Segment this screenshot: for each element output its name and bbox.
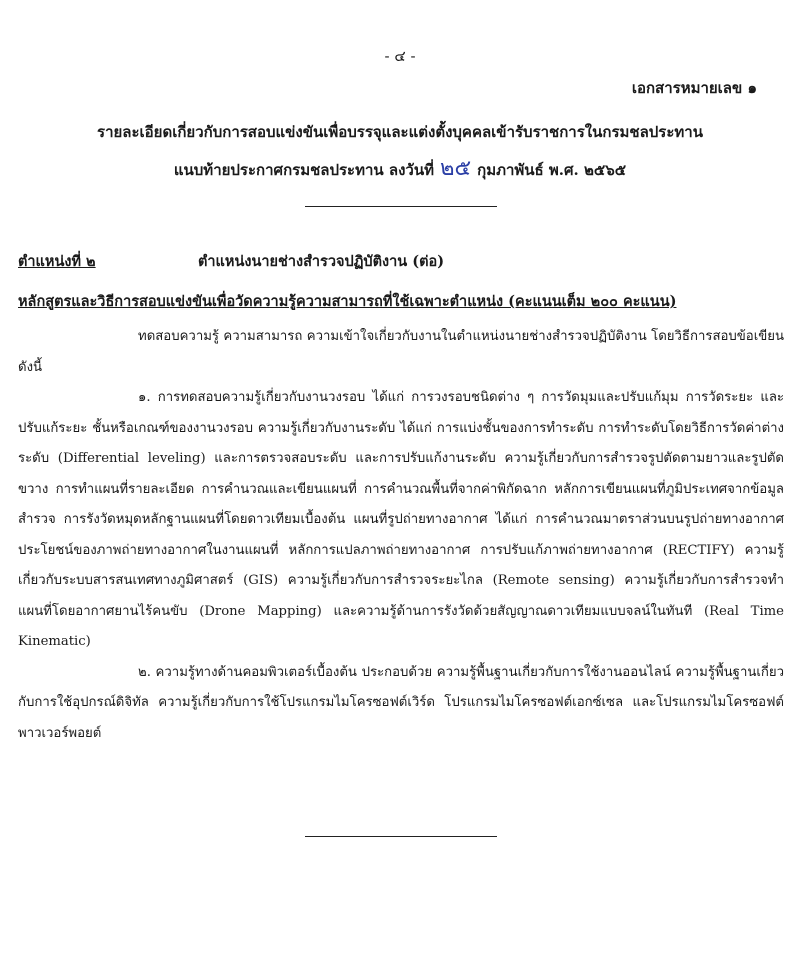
handwritten-day: ๒๕ [439, 156, 472, 181]
section-heading: หลักสูตรและวิธีการสอบแข่งขันเพื่อวัดความรู้ความสามารถที่ใช้เฉพาะตำแหน่ง (คะแนนเต็ม ๒๐๐ คะแนน) [18, 293, 677, 310]
divider-bottom [305, 836, 497, 837]
document-number: เอกสารหมายเลข ๑ [631, 79, 757, 97]
divider-top [305, 206, 497, 207]
intro-paragraph: ทดสอบความรู้ ความสามารถ ความเข้าใจเกี่ยวกับงานในตำแหน่งนายช่างสำรวจปฏิบัติงาน โดยวิธีการสอบข้อเขียน ดังนี้ [18, 329, 784, 375]
title-prefix: แนบท้ายประกาศกรมชลประทาน ลงวันที่ [173, 161, 434, 179]
item-1-paragraph: ๑. การทดสอบความรู้เกี่ยวกับงานวงรอบ ได้แก่ การวงรอบชนิดต่าง ๆ การวัดมุมและปรับแก้มุม การวัดระยะ และปรับแก้ระยะ ชั้นหรือเกณฑ์ของงานวงรอบ ความรู้เกี่ยวกับงานระดับ ได้แก่ การแบ่งชั้นของการทำระดับ การทำระดับโดยวิธีการวัดค่าต่างระดับ (Differential leveling) และการตรวจสอบระดับ และการปรับแก้งานระดับ ความรู้เกี่ยวกับการสำรวจรูปตัดตามยาวและรูปตัดขวาง การทำแผนที่รายละเอียด การคำนวณและเขียนแผนที่ การคำนวณพื้นที่จากค่าพิกัดฉาก หลักการเขียนแผนที่ภูมิประเทศจากข้อมูลสำรวจ การรังวัดหมุดหลักฐานแผนที่โดยดาวเทียมเบื้องต้น แผนที่รูปถ่ายทางอากาศ ได้แก่ การคำนวณมาตราส่วนบนรูปถ่ายทางอากาศ ประโยชน์ของภาพถ่ายทางอากาศในงานแผนที่ หลักการแปลภาพถ่ายทางอากาศ การปรับแก้ภาพถ่ายทางอากาศ (RECTIFY) ความรู้เกี่ยวกับระบบสารสนเทศทางภูมิศาสตร์ (GIS) ความรู้เกี่ยวกับการสำรวจระยะไกล (Remote sensing) ความรู้เกี่ยวกับการสำรวจทำแผนที่โดยอากาศยานไร้คนขับ (Drone Mapping) และความรู้ด้านการรังวัดด้วยสัญญาณดาวเทียมแบบจลน์ในทันที (Real Time Kinematic) [18, 390, 784, 649]
page-number: - ๔ - [384, 47, 416, 65]
document-title-line-1: รายละเอียดเกี่ยวกับการสอบแข่งขันเพื่อบรรจุและแต่งตั้งบุคคลเข้ารับราชการในกรมชลประทาน [97, 123, 703, 141]
document-title-line-2 [0, 150, 800, 185]
position-label: ตำแหน่งที่ ๒ [18, 253, 96, 270]
title-suffix: กุมภาพันธ์ พ.ศ. ๒๕๖๕ [477, 161, 627, 179]
item-2-paragraph: ๒. ความรู้ทางด้านคอมพิวเตอร์เบื้องต้น ประกอบด้วย ความรู้พื้นฐานเกี่ยวกับการใช้งานออนไลน์ ความรู้พื้นฐานเกี่ยวกับการใช้อุปกรณ์ดิจิทัล ความรู้เกี่ยวกับการใช้โปรแกรมไมโครซอฟต์เวิร์ด โปรแกรมไมโครซอฟต์เอกซ์เซล และโปรแกรมไมโครซอฟต์พาวเวอร์พอยต์ [18, 664, 784, 741]
position-heading [18, 250, 444, 273]
position-name: ตำแหน่งนายช่างสำรวจปฏิบัติงาน (ต่อ) [198, 253, 445, 270]
body-text [18, 322, 784, 749]
